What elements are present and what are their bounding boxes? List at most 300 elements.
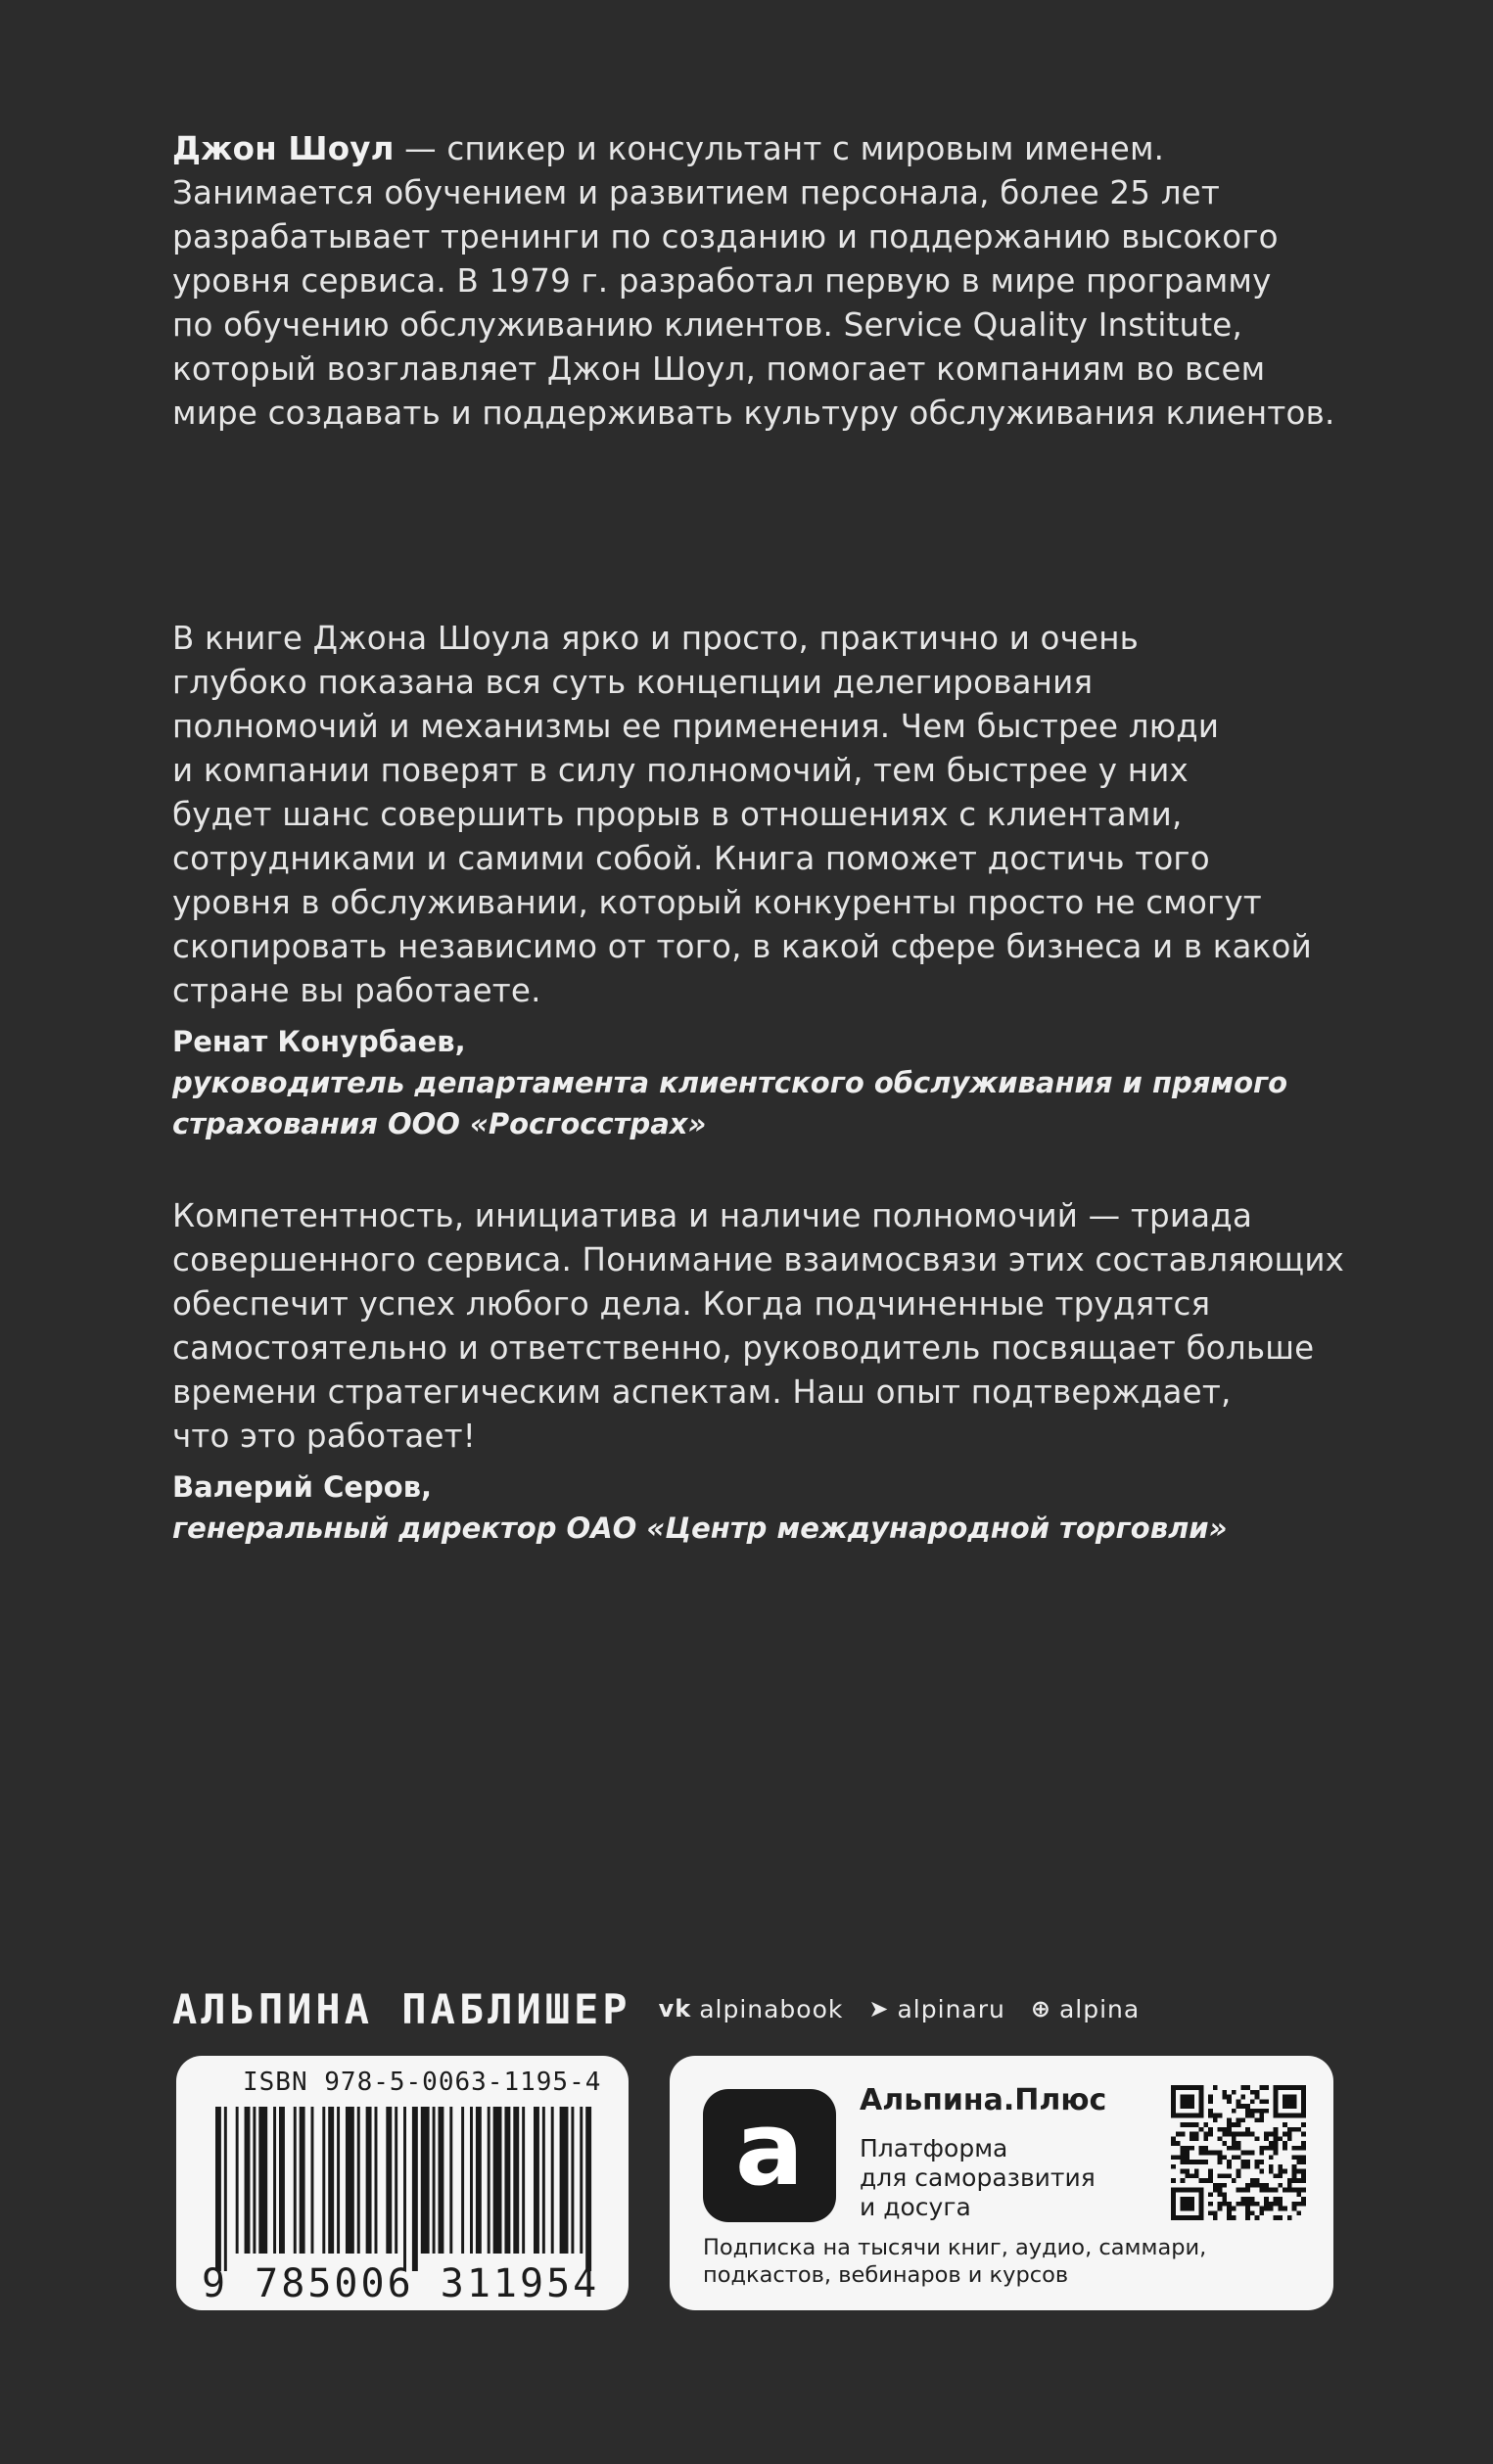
qr-module xyxy=(1232,2141,1236,2146)
qr-module xyxy=(1218,2173,1223,2178)
app-letter: a xyxy=(734,2089,805,2208)
qr-module xyxy=(1222,2183,1227,2188)
review-line: обеспечит успех любого дела. Когда подчиненные трудятся xyxy=(172,1285,1211,1323)
qr-module xyxy=(1278,2136,1283,2141)
qr-module xyxy=(1274,2132,1279,2137)
qr-module xyxy=(1208,2192,1213,2197)
qr-module xyxy=(1208,2169,1213,2174)
barcode-bar xyxy=(279,2107,285,2254)
qr-module xyxy=(1185,2146,1190,2151)
author-bio-line: Занимается обучением и развитием персонала, более 25 лет xyxy=(172,174,1221,211)
social-vk[interactable] xyxy=(659,1995,844,2023)
qr-module xyxy=(1283,2141,1287,2146)
review-line: сотрудниками и самими собой. Книга поможет достичь того xyxy=(172,840,1210,877)
qr-module xyxy=(1181,2160,1186,2164)
qr-code-icon[interactable] xyxy=(1171,2085,1306,2220)
qr-module xyxy=(1259,2160,1264,2164)
barcode-bar xyxy=(375,2107,378,2254)
social-label: alpinaru xyxy=(897,1994,1005,2023)
qr-module xyxy=(1259,2085,1264,2090)
qr-module xyxy=(1250,2202,1255,2207)
qr-module xyxy=(1259,2151,1264,2156)
qr-module xyxy=(1278,2169,1283,2174)
qr-module xyxy=(1245,2202,1250,2207)
qr-module xyxy=(1213,2085,1218,2090)
qr-module xyxy=(1292,2127,1297,2132)
qr-module xyxy=(1283,2095,1296,2109)
qr-module xyxy=(1232,2207,1236,2211)
qr-module xyxy=(1227,2164,1232,2169)
telegram-icon: ➤ xyxy=(868,1995,890,2022)
qr-module xyxy=(1185,2169,1190,2174)
qr-module xyxy=(1222,2155,1227,2160)
isbn-text: ISBN 978-5-0063-1195-4 xyxy=(243,2068,602,2097)
qr-module xyxy=(1269,2164,1274,2169)
promo-subtitle-line: Платформа xyxy=(860,2134,1008,2162)
qr-module xyxy=(1190,2132,1194,2137)
qr-module xyxy=(1176,2132,1181,2137)
barcode-bar xyxy=(461,2107,464,2254)
qr-module xyxy=(1218,2127,1223,2132)
qr-module xyxy=(1296,2178,1301,2183)
review-2-attribution xyxy=(172,1466,1347,1549)
qr-module xyxy=(1296,2169,1301,2174)
social-label: alpinabook xyxy=(699,1994,844,2023)
qr-module xyxy=(1269,2169,1274,2174)
qr-module xyxy=(1250,2114,1255,2118)
qr-module xyxy=(1232,2155,1236,2160)
qr-module xyxy=(1259,2188,1264,2193)
qr-module xyxy=(1255,2117,1260,2122)
qr-module xyxy=(1287,2136,1292,2141)
qr-module xyxy=(1213,2210,1218,2215)
qr-module xyxy=(1255,2109,1260,2114)
qr-module xyxy=(1236,2099,1241,2104)
qr-module xyxy=(1232,2122,1236,2127)
qr-module xyxy=(1181,2155,1186,2160)
qr-module xyxy=(1181,2122,1186,2127)
barcode-bar xyxy=(328,2107,334,2254)
author-name: Джон Шоул xyxy=(172,130,395,167)
review-line: времени стратегическим аспектам. Наш опыт подтверждает, xyxy=(172,1373,1232,1411)
qr-module xyxy=(1240,2151,1245,2156)
qr-module xyxy=(1199,2178,1204,2183)
qr-module xyxy=(1264,2132,1269,2137)
qr-module xyxy=(1292,2188,1297,2193)
review-line: будет шанс совершить прорыв в отношениях с клиентами, xyxy=(172,796,1183,833)
qr-module xyxy=(1259,2146,1264,2151)
qr-module xyxy=(1283,2169,1287,2174)
promo-subtitle xyxy=(860,2134,1096,2222)
qr-module xyxy=(1255,2160,1260,2164)
qr-module xyxy=(1240,2117,1245,2122)
review-line: уровня в обслуживании, который конкуренты просто не смогут xyxy=(172,884,1262,921)
qr-module xyxy=(1245,2164,1250,2169)
qr-module xyxy=(1278,2164,1283,2169)
qr-module xyxy=(1301,2132,1306,2137)
qr-module xyxy=(1208,2114,1213,2118)
qr-module xyxy=(1301,2188,1306,2193)
qr-module xyxy=(1227,2117,1232,2122)
qr-module xyxy=(1278,2202,1283,2207)
qr-module xyxy=(1194,2160,1199,2164)
review-2 xyxy=(172,1194,1347,1549)
qr-module xyxy=(1203,2151,1208,2156)
qr-module xyxy=(1199,2160,1204,2164)
qr-module xyxy=(1269,2188,1274,2193)
qr-module xyxy=(1181,2169,1186,2174)
qr-module xyxy=(1171,2141,1176,2146)
qr-module xyxy=(1203,2146,1208,2151)
qr-module xyxy=(1269,2141,1274,2146)
qr-module xyxy=(1240,2160,1245,2164)
qr-module xyxy=(1236,2169,1241,2174)
social-alpina[interactable] xyxy=(1031,1995,1140,2023)
promo-footer-line: подкастов, вебинаров и курсов xyxy=(703,2262,1069,2288)
qr-module xyxy=(1301,2146,1306,2151)
qr-module xyxy=(1269,2146,1274,2151)
qr-module xyxy=(1250,2099,1255,2104)
promo-footer-line: Подписка на тысячи книг, аудио, саммари, xyxy=(703,2235,1207,2260)
qr-module xyxy=(1199,2146,1204,2151)
qr-module xyxy=(1264,2099,1269,2104)
qr-module xyxy=(1232,2178,1236,2183)
qr-module xyxy=(1222,2192,1227,2197)
reviewer-name: Валерий Серов, xyxy=(172,1470,433,1504)
qr-module xyxy=(1259,2109,1264,2114)
qr-module xyxy=(1171,2164,1176,2169)
author-bio-line: мире создавать и поддерживать культуру обслуживания клиентов. xyxy=(172,395,1335,432)
barcode-bar xyxy=(421,2107,430,2254)
qr-module xyxy=(1274,2202,1279,2207)
qr-module xyxy=(1245,2188,1250,2193)
qr-module xyxy=(1283,2207,1287,2211)
review-1 xyxy=(172,617,1347,1144)
qr-module xyxy=(1218,2114,1223,2118)
barcode-bar xyxy=(300,2107,305,2254)
qr-module xyxy=(1245,2085,1250,2090)
qr-module xyxy=(1250,2132,1255,2137)
qr-module xyxy=(1255,2164,1260,2169)
review-line: стране вы работаете. xyxy=(172,972,541,1009)
qr-module xyxy=(1296,2188,1301,2193)
qr-module xyxy=(1264,2202,1269,2207)
barcode-bar xyxy=(253,2107,256,2254)
qr-module xyxy=(1292,2173,1297,2178)
promo-subtitle-line: и досуга xyxy=(860,2193,971,2221)
review-line: полномочий и механизмы ее применения. Чем быстрее люди xyxy=(172,708,1220,745)
qr-module xyxy=(1236,2155,1241,2160)
qr-module xyxy=(1283,2188,1287,2193)
qr-module xyxy=(1236,2146,1241,2151)
qr-module xyxy=(1245,2215,1250,2220)
qr-module xyxy=(1194,2136,1199,2141)
barcode-bar xyxy=(449,2107,452,2254)
qr-module xyxy=(1227,2099,1232,2104)
qr-module xyxy=(1296,2192,1301,2197)
qr-module xyxy=(1296,2155,1301,2160)
qr-module xyxy=(1232,2132,1236,2137)
qr-module xyxy=(1287,2183,1292,2188)
qr-module xyxy=(1278,2215,1283,2220)
barcode-bar xyxy=(439,2107,444,2254)
qr-module xyxy=(1274,2127,1279,2132)
qr-module xyxy=(1208,2210,1213,2215)
barcode-bar xyxy=(395,2107,397,2254)
qr-module xyxy=(1278,2197,1283,2202)
promo-panel xyxy=(670,2056,1333,2310)
qr-module xyxy=(1255,2215,1260,2220)
qr-module xyxy=(1181,2095,1194,2109)
author-bio-line: Джон Шоул — спикер и консультант с мировым именем. xyxy=(172,130,1165,167)
qr-module xyxy=(1227,2207,1232,2211)
author-bio xyxy=(172,127,1347,436)
barcode-bar xyxy=(224,2107,227,2271)
qr-module xyxy=(1301,2202,1306,2207)
app-logo-icon xyxy=(703,2089,836,2222)
qr-module xyxy=(1203,2132,1208,2137)
qr-module xyxy=(1181,2132,1186,2137)
qr-module xyxy=(1185,2160,1190,2164)
barcode-bar xyxy=(470,2107,473,2254)
qr-module xyxy=(1236,2104,1241,2109)
barcode-bar xyxy=(580,2107,583,2254)
qr-module xyxy=(1208,2109,1213,2114)
qr-module xyxy=(1227,2095,1232,2100)
qr-module xyxy=(1218,2151,1223,2156)
barcode-bar xyxy=(571,2107,574,2254)
qr-module xyxy=(1236,2173,1241,2178)
qr-module xyxy=(1199,2151,1204,2156)
qr-module xyxy=(1292,2178,1297,2183)
qr-module xyxy=(1245,2114,1250,2118)
social-telegram[interactable] xyxy=(868,1995,1004,2023)
barcode-bar xyxy=(403,2107,406,2271)
qr-module xyxy=(1250,2183,1255,2188)
qr-module xyxy=(1236,2188,1241,2193)
qr-module xyxy=(1218,2136,1223,2141)
barcode-bar xyxy=(236,2107,239,2254)
qr-module xyxy=(1227,2160,1232,2164)
qr-module xyxy=(1208,2095,1213,2100)
qr-module xyxy=(1296,2160,1301,2164)
barcode-bar xyxy=(542,2107,545,2254)
qr-module xyxy=(1185,2173,1190,2178)
qr-module xyxy=(1218,2202,1223,2207)
qr-module xyxy=(1245,2104,1250,2109)
qr-module xyxy=(1296,2202,1301,2207)
qr-module xyxy=(1287,2132,1292,2137)
qr-module xyxy=(1292,2146,1297,2151)
qr-module xyxy=(1203,2178,1208,2183)
qr-module xyxy=(1232,2090,1236,2095)
qr-module xyxy=(1274,2136,1279,2141)
barcode-bar xyxy=(488,2107,490,2254)
barcode-bar xyxy=(258,2107,267,2254)
plus-circle-icon: ⊕ xyxy=(1030,1995,1051,2022)
author-bio-line: разрабатывает тренинги по созданию и поддержанию высокого xyxy=(172,218,1279,256)
promo-footer xyxy=(703,2234,1206,2289)
barcode-bar xyxy=(337,2107,340,2254)
qr-module xyxy=(1181,2178,1186,2183)
qr-module xyxy=(1236,2141,1241,2146)
qr-module xyxy=(1274,2188,1279,2193)
barcode-bars xyxy=(215,2107,597,2271)
qr-module xyxy=(1208,2173,1213,2178)
qr-module xyxy=(1171,2155,1176,2160)
qr-module xyxy=(1227,2132,1232,2137)
reviewer-role: руководитель департамента клиентского обслуживания и прямого xyxy=(172,1066,1288,1099)
qr-module xyxy=(1245,2207,1250,2211)
qr-module xyxy=(1222,2173,1227,2178)
qr-module xyxy=(1287,2127,1292,2132)
qr-module xyxy=(1269,2207,1274,2211)
qr-module xyxy=(1255,2202,1260,2207)
barcode-bar xyxy=(357,2107,360,2254)
qr-module xyxy=(1227,2215,1232,2220)
qr-module xyxy=(1190,2173,1194,2178)
qr-module xyxy=(1301,2155,1306,2160)
barcode-bar xyxy=(215,2107,221,2271)
qr-module xyxy=(1264,2197,1269,2202)
qr-module xyxy=(1203,2136,1208,2141)
qr-module xyxy=(1232,2136,1236,2141)
qr-module xyxy=(1250,2090,1255,2095)
barcode-bar xyxy=(504,2107,510,2254)
qr-module xyxy=(1232,2215,1236,2220)
qr-module xyxy=(1264,2207,1269,2211)
qr-module xyxy=(1296,2146,1301,2151)
qr-module xyxy=(1240,2164,1245,2169)
qr-module xyxy=(1240,2197,1245,2202)
qr-module xyxy=(1274,2197,1279,2202)
qr-module xyxy=(1181,2197,1194,2210)
qr-module xyxy=(1208,2178,1213,2183)
qr-module xyxy=(1213,2151,1218,2156)
qr-module xyxy=(1222,2141,1227,2146)
barcode-bar xyxy=(513,2107,519,2254)
qr-module xyxy=(1227,2173,1232,2178)
qr-module xyxy=(1255,2183,1260,2188)
qr-module xyxy=(1278,2173,1283,2178)
qr-module xyxy=(1236,2117,1241,2122)
qr-module xyxy=(1232,2146,1236,2151)
qr-module xyxy=(1194,2122,1199,2127)
author-bio-line: который возглавляет Джон Шоул, помогает компаниям во всем xyxy=(172,350,1266,388)
barcode-bar xyxy=(366,2107,372,2254)
qr-module xyxy=(1245,2132,1250,2137)
qr-module xyxy=(1278,2183,1283,2188)
author-bio-line: уровня сервиса. В 1979 г. разработал первую в мире программу xyxy=(172,262,1272,300)
qr-module xyxy=(1185,2155,1190,2160)
qr-module xyxy=(1301,2122,1306,2127)
barcode-bar xyxy=(585,2107,591,2271)
qr-module xyxy=(1181,2146,1186,2151)
qr-module xyxy=(1232,2109,1236,2114)
qr-module xyxy=(1264,2136,1269,2141)
barcode-bar xyxy=(386,2107,392,2254)
barcode-digits: 9 785006 311954 xyxy=(202,2261,600,2306)
qr-module xyxy=(1218,2207,1223,2211)
barcode-bar xyxy=(522,2107,525,2254)
qr-module xyxy=(1296,2210,1301,2215)
review-line: что это работает! xyxy=(172,1418,477,1455)
qr-module xyxy=(1227,2202,1232,2207)
barcode-bar xyxy=(412,2107,418,2271)
qr-module xyxy=(1269,2132,1274,2137)
vk-icon: vk xyxy=(658,1995,692,2022)
qr-module xyxy=(1269,2155,1274,2160)
qr-module xyxy=(1240,2104,1245,2109)
publisher-logo: АЛЬПИНА ПАБЛИШЕР xyxy=(172,1984,631,2033)
review-2-text xyxy=(172,1194,1347,1459)
qr-module xyxy=(1203,2122,1208,2127)
qr-module xyxy=(1292,2164,1297,2169)
qr-module xyxy=(1259,2114,1264,2118)
qr-module xyxy=(1218,2183,1223,2188)
review-line: и компании поверят в силу полномочий, тем быстрее у них xyxy=(172,752,1189,789)
qr-module xyxy=(1236,2202,1241,2207)
qr-module xyxy=(1171,2136,1176,2141)
qr-module xyxy=(1259,2183,1264,2188)
qr-module xyxy=(1245,2160,1250,2164)
qr-module xyxy=(1301,2178,1306,2183)
qr-module xyxy=(1250,2178,1255,2183)
qr-module xyxy=(1292,2169,1297,2174)
qr-module xyxy=(1194,2173,1199,2178)
review-1-text xyxy=(172,617,1347,1013)
qr-module xyxy=(1255,2178,1260,2183)
qr-module xyxy=(1190,2122,1194,2127)
qr-module xyxy=(1245,2109,1250,2114)
barcode-bar xyxy=(476,2107,482,2254)
qr-module xyxy=(1181,2151,1186,2156)
barcode-bar xyxy=(346,2107,354,2254)
qr-module xyxy=(1264,2146,1269,2151)
qr-module xyxy=(1245,2197,1250,2202)
qr-module xyxy=(1222,2202,1227,2207)
qr-module xyxy=(1264,2109,1269,2114)
qr-module xyxy=(1269,2202,1274,2207)
qr-module xyxy=(1301,2169,1306,2174)
qr-module xyxy=(1283,2132,1287,2137)
qr-module xyxy=(1222,2127,1227,2132)
barcode-bar xyxy=(311,2107,314,2254)
qr-module xyxy=(1222,2095,1227,2100)
qr-module xyxy=(1301,2173,1306,2178)
qr-module xyxy=(1222,2197,1227,2202)
qr-module xyxy=(1213,2188,1218,2193)
qr-module xyxy=(1218,2192,1223,2197)
qr-module xyxy=(1250,2197,1255,2202)
qr-module xyxy=(1274,2141,1279,2146)
qr-module xyxy=(1301,2160,1306,2164)
qr-module xyxy=(1278,2207,1283,2211)
qr-module xyxy=(1190,2136,1194,2141)
qr-module xyxy=(1240,2085,1245,2090)
qr-module xyxy=(1292,2207,1297,2211)
barcode-bar xyxy=(493,2107,502,2254)
qr-module xyxy=(1255,2136,1260,2141)
qr-module xyxy=(1208,2127,1213,2132)
qr-module xyxy=(1227,2146,1232,2151)
qr-module xyxy=(1213,2117,1218,2122)
qr-module xyxy=(1301,2141,1306,2146)
qr-module xyxy=(1218,2155,1223,2160)
qr-module xyxy=(1274,2146,1279,2151)
review-line: Компетентность, инициатива и наличие полномочий — триада xyxy=(172,1197,1253,1234)
qr-module xyxy=(1240,2095,1245,2100)
